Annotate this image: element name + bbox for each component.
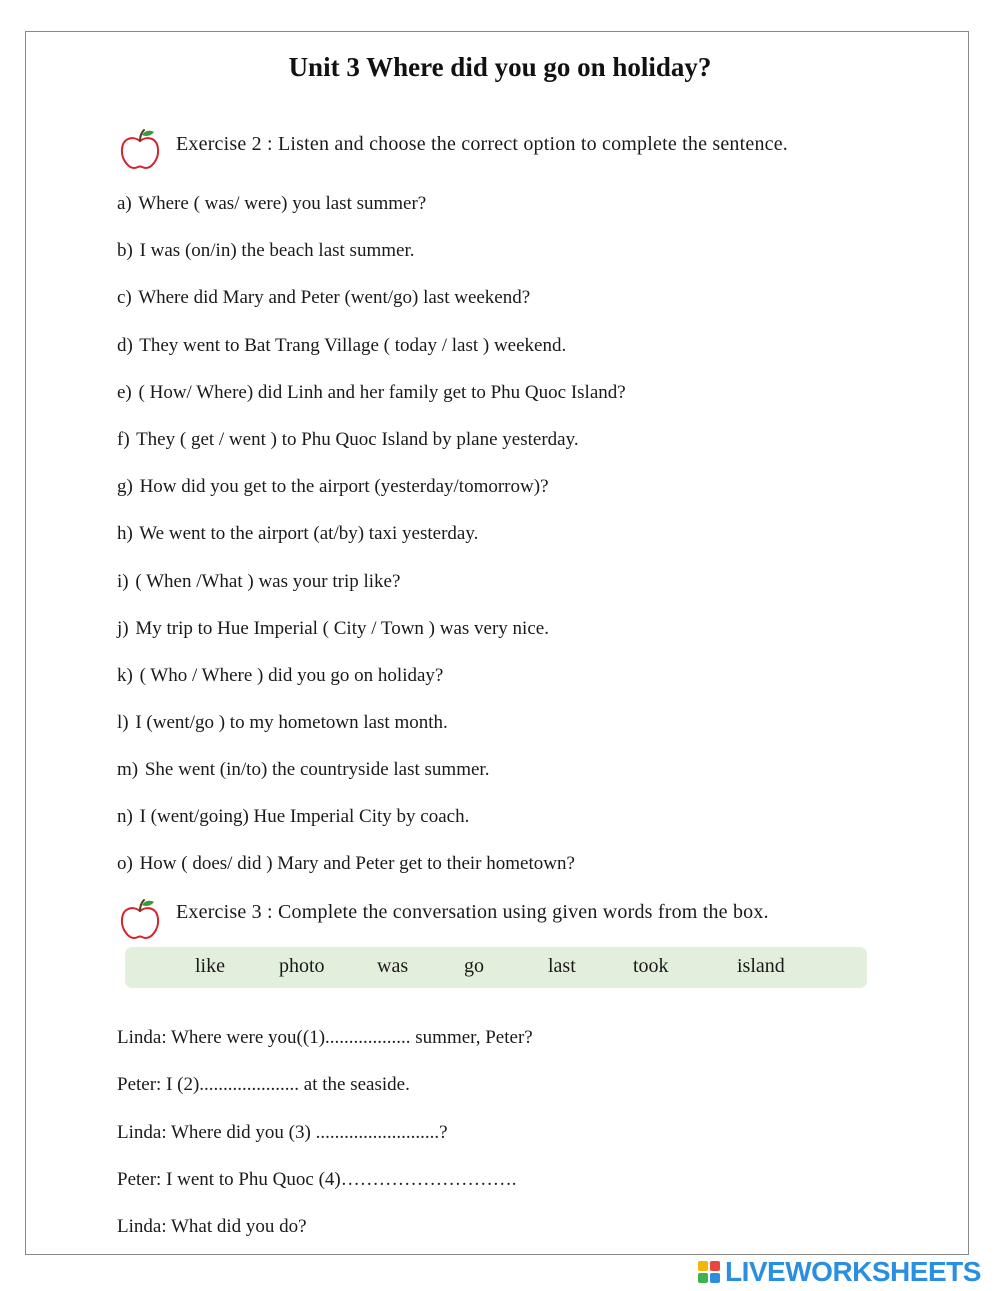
item-label: k) [117,665,133,686]
item-text: I (went/going) Hue Imperial City by coach. [139,806,470,827]
logo-text: LIVEWORKSHEETS [725,1256,981,1287]
item-text: Where ( was/ were) you last summer? [138,193,427,214]
word-box-word: go [464,955,484,977]
page-title: Unit 3 Where did you go on holiday? [288,52,712,82]
item-label: g) [117,476,133,497]
item-label: d) [117,335,133,356]
list-item [117,805,469,829]
item-label: f) [117,429,130,450]
item-label: j) [117,618,129,639]
list-item [117,286,530,310]
item-text: How ( does/ did ) Mary and Peter get to their hometown? [139,853,575,874]
word-box-word: photo [279,955,325,977]
word-box-word: took [633,955,669,977]
list-item [117,570,400,594]
item-text: How did you get to the airport (yesterday/tomorrow)? [139,476,549,497]
apple-icon [118,127,162,171]
item-label: c) [117,287,132,308]
exercise2-heading [118,127,918,171]
liveworksheets-logo[interactable] [697,1255,997,1287]
exercise3-heading [118,897,918,941]
item-text: They went to Bat Trang Village ( today / last ) weekend. [139,335,567,356]
list-item [117,381,626,405]
dialogue-line: Peter: I went to Phu Quoc (4)………………………. [117,1169,517,1190]
item-text: I was (on/in) the beach last summer. [139,240,415,261]
item-text: They ( get / went ) to Phu Quoc Island by plane yesterday. [136,429,579,450]
item-label: l) [117,712,129,733]
exercise3-instruction: Exercise 3 : Complete the conversation using given words from the box. [176,901,769,923]
item-text: Where did Mary and Peter (went/go) last weekend? [138,287,531,308]
item-label: n) [117,806,133,827]
word-box [125,947,867,988]
list-item [117,334,566,358]
list-item [117,192,426,216]
list-item [117,428,579,452]
item-label: i) [117,571,129,592]
dialogue-line: Linda: What did you do? [117,1216,307,1237]
item-text: ( When /What ) was your trip like? [135,571,401,592]
list-item [117,617,549,641]
item-text: I (went/go ) to my hometown last month. [135,712,448,733]
list-item [117,522,478,546]
word-box-word: last [548,955,576,977]
logo-mark-icon [697,1260,725,1284]
item-label: a) [117,193,132,214]
item-label: h) [117,523,133,544]
list-item [117,758,489,782]
item-label: b) [117,240,133,261]
item-text: ( How/ Where) did Linh and her family get to Phu Quoc Island? [138,382,626,403]
exercise2-instruction: Exercise 2 : Listen and choose the correct option to complete the sentence. [176,133,789,155]
list-item [117,239,414,263]
apple-icon [118,897,162,941]
dialogue-line: Peter: I (2)..................... at the seaside. [117,1074,410,1095]
list-item [117,852,575,876]
word-box-word: was [377,955,409,977]
word-box-word: like [195,955,225,977]
item-text: My trip to Hue Imperial ( City / Town ) was very nice. [135,618,549,639]
list-item [117,664,443,688]
list-item [117,711,448,735]
item-label: e) [117,382,132,403]
dialogue-line: Linda: Where did you (3) ..........................? [117,1122,448,1143]
item-text: ( Who / Where ) did you go on holiday? [139,665,444,686]
item-label: o) [117,853,133,874]
word-box-word: island [737,955,785,977]
item-text: We went to the airport (at/by) taxi yesterday. [139,523,479,544]
list-item [117,475,549,499]
item-label: m) [117,759,139,780]
dialogue-line: Linda: Where were you((1).................. summer, Peter? [117,1027,533,1048]
item-text: She went (in/to) the countryside last summer. [144,759,490,780]
